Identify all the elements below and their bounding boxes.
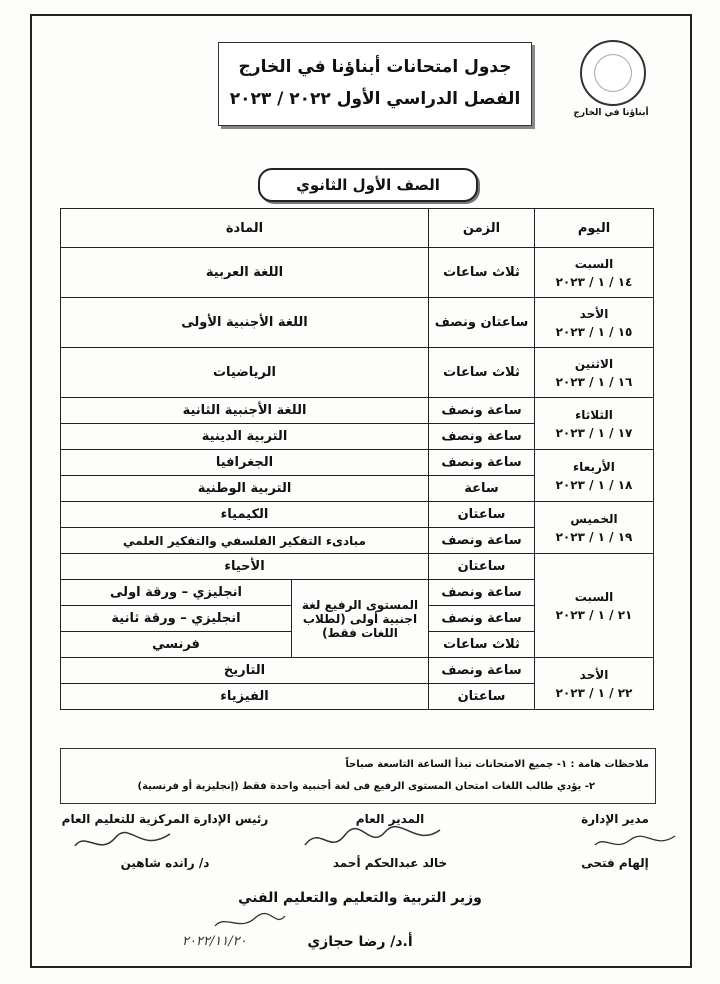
day-date: ١٧ / ١ / ٢٠٢٣ [555, 425, 633, 440]
ministry-logo [570, 38, 652, 128]
subject-cell: انجليزي – ورقة ثانية [61, 606, 292, 632]
col-time: الزمن [429, 209, 535, 248]
notes-box [60, 748, 656, 804]
day-date: ١٤ / ١ / ٢٠٢٣ [555, 274, 633, 289]
subject-cell: انجليزي – ورقة اولى [61, 580, 292, 606]
table-row [61, 502, 654, 528]
table-header [61, 209, 654, 248]
subject-cell: اللغة الأجنبية الأولى [61, 298, 429, 348]
day-name: الاثنين [574, 356, 614, 371]
header-subtitle: الفصل الدراسي الأول ٢٠٢٢ / ٢٠٢٣ [229, 89, 521, 109]
note-1: ملاحظات هامة : ١- جميع الامتحانات تبدأ الساعة التاسعة صباحاً [345, 759, 649, 770]
col-subject: المادة [61, 209, 429, 248]
signature-name: إلهام فتحى [581, 856, 649, 870]
table-row [61, 298, 654, 348]
subject-cell: الجغرافيا [61, 450, 429, 476]
day-date: ١٨ / ١ / ٢٠٢٣ [555, 477, 633, 492]
time-cell: ساعة [429, 476, 535, 502]
subject-cell: اللغة الأجنبية الثانية [61, 398, 429, 424]
subject-cell: التربية الدينية [61, 424, 429, 450]
handwritten-minister-signature [210, 910, 290, 934]
subject-cell: الكيمياء [61, 502, 429, 528]
day-cell [535, 554, 654, 658]
time-cell: ساعة ونصف [429, 450, 535, 476]
signature-title: رئيس الإدارة المركزية للتعليم العام [61, 812, 269, 826]
day-cell [535, 658, 654, 710]
table-row [61, 398, 654, 424]
logo-caption: أبناؤنا في الخارج [573, 108, 649, 118]
day-name: الخميس [570, 511, 618, 526]
grade-label: الصف الأول الثانوي [258, 168, 478, 202]
table-row [61, 450, 654, 476]
schedule-table [60, 208, 654, 710]
time-cell: ساعة ونصف [429, 606, 535, 632]
handwritten-signature-2 [300, 820, 450, 860]
day-name: السبت [574, 589, 614, 604]
time-cell: ساعتان [429, 502, 535, 528]
note-2: ٢- يؤدي طالب اللغات امتحان المستوى الرفيع فى لغة أجنبية واحدة فقط (إنجليزية أو فرنسية) [137, 781, 595, 792]
advanced-level-note: المستوى الرفيع لغة اجنبية أولى (لطلاب اللغات فقط) [292, 580, 429, 658]
table-row [61, 658, 654, 684]
day-date: ١٦ / ١ / ٢٠٢٣ [555, 374, 633, 389]
table-row [61, 554, 654, 580]
signature-name: خالد عبدالحكم أحمد [332, 856, 448, 870]
day-cell [535, 398, 654, 450]
day-date: ٢٢ / ١ / ٢٠٢٣ [555, 685, 633, 700]
subject-cell: التربية الوطنية [61, 476, 429, 502]
handwritten-signature-1 [590, 830, 680, 856]
day-cell [535, 348, 654, 398]
time-cell: ساعة ونصف [429, 658, 535, 684]
header-title: جدول امتحانات أبناؤنا في الخارج [238, 57, 512, 77]
subject-cell: الفيزياء [61, 684, 429, 710]
subject-cell: فرنسي [61, 632, 292, 658]
header-box [218, 42, 532, 126]
emblem-icon [580, 40, 646, 106]
day-name: السبت [574, 256, 614, 271]
minister-title: وزير التربية والتعليم والتعليم الفني [238, 890, 482, 906]
day-date: ١٩ / ١ / ٢٠٢٣ [555, 529, 633, 544]
time-cell: ساعتان [429, 554, 535, 580]
time-cell: ساعة ونصف [429, 398, 535, 424]
signature-title: مدير الإدارة [581, 812, 649, 826]
day-cell [535, 450, 654, 502]
time-cell: ساعة ونصف [429, 580, 535, 606]
day-cell [535, 298, 654, 348]
signature-title: المدير العام [355, 812, 425, 826]
time-cell: ساعتان [429, 684, 535, 710]
day-name: الأربعاء [573, 459, 615, 474]
time-cell: ثلاث ساعات [429, 248, 535, 298]
time-cell: ثلاث ساعات [429, 632, 535, 658]
time-cell: ساعتان ونصف [429, 298, 535, 348]
table-row [61, 248, 654, 298]
day-name: الأحد [579, 667, 609, 682]
day-name: الثلاثاء [575, 407, 613, 422]
day-date: ٢١ / ١ / ٢٠٢٣ [555, 607, 633, 622]
day-cell [535, 248, 654, 298]
col-day: اليوم [535, 209, 654, 248]
minister-name: أ.د/ رضا حجازي [307, 934, 413, 950]
subject-cell: التاريخ [61, 658, 429, 684]
handwritten-date: ٢٠٢٢/١١/٢٠ [182, 934, 247, 949]
subject-cell: الأحياء [61, 554, 429, 580]
day-date: ١٥ / ١ / ٢٠٢٣ [555, 324, 633, 339]
subject-cell: اللغة العربية [61, 248, 429, 298]
time-cell: ثلاث ساعات [429, 348, 535, 398]
subject-cell: الرياضيات [61, 348, 429, 398]
handwritten-signature-3 [70, 826, 180, 860]
signature-name: د/ رانده شاهين [120, 856, 210, 870]
time-cell: ساعة ونصف [429, 424, 535, 450]
time-cell: ساعة ونصف [429, 528, 535, 554]
day-cell [535, 502, 654, 554]
day-name: الأحد [579, 306, 609, 321]
table-row [61, 348, 654, 398]
subject-cell: مبادىء التفكير الفلسفي والتفكير العلمي [61, 528, 429, 554]
